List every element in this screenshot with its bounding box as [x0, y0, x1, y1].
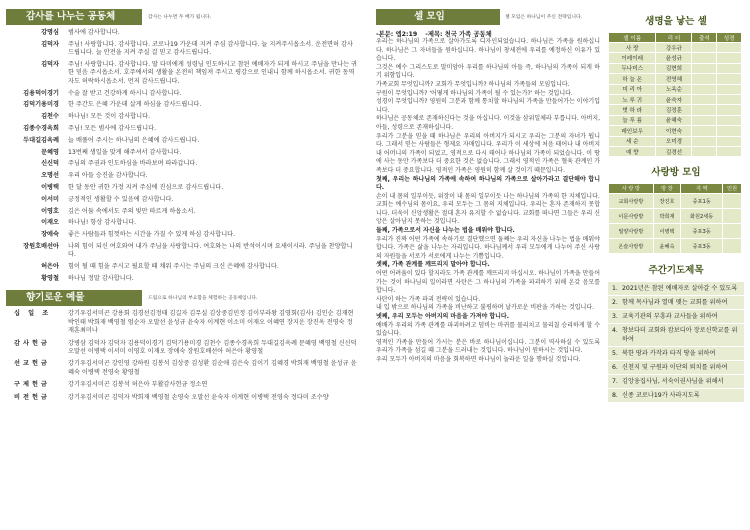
house-table-row	[609, 224, 742, 239]
cell-meeting-title: 셀 모임	[376, 9, 500, 25]
cell-table-cell: 윤숙자	[656, 94, 692, 104]
cell-table-cell: 김현희	[656, 63, 692, 73]
prayer-number: 8.	[612, 392, 618, 400]
thanks-list	[6, 29, 358, 283]
thanks-name: 두대길김옥례	[23, 136, 59, 144]
thanks-name: 김용덕이경기	[23, 89, 59, 97]
cell-table-cell: 하 늘 온	[609, 74, 656, 84]
offering-names: 강기우김서미곤 강용회 김경선김정태 김길자 김무실 김상중김민정 김이부라왕 김영회(김사) 김인순 김재현 박인태 박희재 백영철 엄순자 오말선 윤성규 윤숙자 이계현 이소미 이재오 이혜연 장지운 장진옥 전영숙 정재훈최미나	[68, 310, 354, 335]
offering-row	[6, 310, 358, 335]
thanks-text: 주님! 사랑합니다. 감사합니다. 코로나19 가운데 지켜 주심 감사합니다. 늘 지켜주시옵소서. 운전면허 감사드립니다. 늘 안전을 지켜 주실 걸 믿고 감사드립니다.	[68, 40, 353, 57]
prayer-item	[608, 296, 744, 310]
offering-type: 감사헌금	[14, 339, 50, 347]
offering-type: 십 일 조	[14, 310, 52, 318]
sermon-paragraph: 우리가 진짜 어떤 가족에 속하기로 결단했으면 둘째는 우리 자신을 나누는 법을 배워야 합니다. 가족은 삶을 나누는 자리입니다. 하나님께서 우리 모두에게 나누어 주신 사랑의 자원들을 서로가 서로에게 나누는 기쁨입니다.	[376, 235, 600, 260]
cell-table-cell	[717, 146, 742, 156]
thanks-text: 깊은 어둠 속에서도 주의 빛만 따르게 하옵소서.	[68, 207, 196, 215]
house-table-cell: 윤혜숙	[653, 239, 681, 254]
offering-type: 선교헌금	[14, 360, 50, 368]
sermon-paragraph: 교회는 예수님의 몸이요, 우리 모두는 그 몸의 지체입니다. 우리는 혼자 존재하지 못합니다. 더욱이 신앙생활은 절대 혼자 유지할 수 없습니다. 교회를 떠나면 그들은 우리 신앙은 살아남지 못하는 것입니다.	[376, 201, 600, 226]
house-table-cell: 이병택	[653, 224, 681, 239]
house-table-cell: 장진호	[653, 194, 681, 209]
sermon-passage: -본문: 엡2:19	[376, 31, 418, 38]
offering-type: 구제헌금	[14, 381, 50, 389]
thanks-title: 감사를 나누는 공동체	[6, 9, 142, 25]
prayer-number: 2.	[612, 299, 618, 307]
thanks-row	[6, 196, 358, 204]
cell-table-cell	[692, 115, 717, 125]
prayer-title: 주간기도제목	[648, 265, 704, 277]
cell-table-header: 출석	[692, 33, 717, 43]
cell-leaders-table	[608, 32, 742, 157]
cell-table-row	[609, 115, 742, 125]
house-table-cell: 밀양사랑방	[609, 224, 654, 239]
thanks-name: 강명심	[41, 29, 59, 36]
prayer-item	[608, 310, 744, 324]
thanks-text: 나의 힘이 되신 여호와여 내가 주님을 사랑합니다. 여호와는 나의 반석이시며 요새이시라. 주님을 찬양합니다.	[68, 242, 353, 259]
prayer-text: 교육기관의 부흥과 교사들을 위하여	[622, 313, 718, 321]
thanks-name: 문혜영	[41, 148, 59, 156]
thanks-row	[6, 41, 358, 58]
house-table-cell: 중포1동	[681, 194, 723, 209]
thanks-name: 신신덕	[41, 160, 59, 168]
cell-table-row	[609, 126, 742, 136]
sermon-paragraph: 우리는 하나님의 가족으로 살아가도록 디자인되었습니다. 하나님은 가족을 원하십니다. 하나님은 그 자녀들을 원하십니다. 하나님이 창세전에 우리를 예정하신 이유가 있습니다.	[376, 38, 600, 63]
sermon-paragraph: 성경이 무엇입니까? 영원히 그분과 함께 통치할 하나님의 가족을 만들어가는 이야기입니다.	[376, 98, 600, 114]
prayer-item	[608, 347, 744, 361]
thanks-text: 수술 잘 받고 건강하게 하시니 감사합니다.	[68, 89, 182, 97]
thanks-name: 김덕자	[41, 61, 59, 68]
thanks-row	[6, 125, 358, 133]
cell-table-row	[609, 136, 742, 146]
cell-table-cell: 미 리 아	[609, 84, 656, 94]
house-table-cell: 중포3동	[681, 239, 723, 254]
house-table-row	[609, 239, 742, 254]
thanks-name: 장애숙	[41, 231, 59, 239]
thanks-text: 한 달 동안 귀한 가정 지켜 주심에 진심으로 감사드립니다.	[68, 183, 224, 191]
offering-header	[6, 289, 358, 306]
cell-table-cell	[692, 136, 717, 146]
thanks-text: 긍정적인 생활할 수 있음에 감사합니다.	[68, 195, 174, 203]
sermon-paragraph: 손이 내 몸의 일부이듯, 위장이 내 몸의 일부이듯 나는 하나님의 가족의 한 지체입니다.	[376, 192, 600, 200]
cell-table-header: 셀 이름	[609, 33, 656, 43]
cell-table-cell: 두나미스	[609, 63, 656, 73]
prayer-item	[608, 324, 744, 347]
thanks-row	[6, 101, 358, 109]
house-table-cell: 박희재	[653, 209, 681, 224]
cell-table-cell: 전영혜	[656, 74, 692, 84]
house-table-cell	[723, 209, 742, 224]
offering-list	[6, 310, 358, 402]
thanks-header	[6, 8, 358, 25]
offering-names: 강기우김서미곤 김덕자 박희재 백영철 손영숙 오말선 윤숙자 이계현 이병택 전영숙 정다미 조수양	[68, 393, 329, 401]
house-table-cell: 화원2세동	[681, 209, 723, 224]
offering-names: 강기우김서미곤 김봉석 허은아 부활감사헌금 정소연	[68, 381, 208, 389]
thanks-text: 힘이 될 때 힘을 주시고 필요할 때 채워 주시는 주님의 크신 은혜에 감사합니다.	[68, 263, 279, 271]
left-column	[6, 8, 358, 402]
cell-table-cell: 김정훈	[656, 105, 692, 115]
thanks-row	[6, 219, 358, 227]
thanks-row	[6, 61, 358, 86]
sermon-point: 셋째, 가족 관계를 깨뜨리지 말아야 합니다.	[376, 261, 490, 269]
thanks-row	[6, 275, 358, 283]
sermon-paragraph: 내 입 밖으로 하나님의 가족을 비난하고 불평하며 날카로운 비판을 가하는 것입니다.	[376, 304, 595, 312]
thanks-text: 주님! 모든 범사에 감사드립니다.	[68, 125, 157, 132]
offering-note: 드림으로 하나님의 부요함을 체험하는 공동체입니다.	[148, 296, 258, 302]
cell-table-cell: 이현숙	[656, 126, 692, 136]
prayer-text: 북한 땅과 카작과 타직 땅을 위하여	[622, 350, 716, 358]
cell-table-cell: 노옥순	[656, 84, 692, 94]
cell-table-row	[609, 63, 742, 73]
prayer-item	[608, 375, 744, 389]
thanks-text: 우리 아들 승진을 감사합니다.	[68, 172, 148, 180]
thanks-text: 13번째 생일을 맞게 해주셔서 감사합니다.	[68, 148, 182, 156]
house-meeting-table	[608, 183, 742, 254]
cell-table-cell	[692, 94, 717, 104]
sermon-point: 넷째, 우리 모두는 아버지의 마음을 가져야 합니다.	[376, 313, 510, 320]
cell-table-cell	[717, 84, 742, 94]
cell-table-row	[609, 53, 742, 63]
prayer-text: 신종 코로나19가 사라지도록	[622, 392, 700, 400]
thanks-row	[6, 137, 358, 145]
cell-table-cell	[717, 63, 742, 73]
cell-leaders-title: 생명을 낳는 셀	[645, 16, 707, 27]
cell-table-header: 리 더	[656, 33, 692, 43]
prayer-text: 창보다더 교회와 캄보디아 장로신학교를 위하여	[622, 327, 738, 344]
house-table-header: 방 장	[653, 184, 681, 194]
thanks-name: 이재오	[41, 219, 59, 227]
cell-table-cell	[717, 105, 742, 115]
house-table-cell: 온슬사랑방	[609, 239, 654, 254]
house-table-cell: 교회사랑방	[609, 194, 654, 209]
cell-table-cell	[717, 43, 742, 53]
cell-table-cell	[692, 84, 717, 94]
thanks-name: 오명선	[41, 172, 59, 180]
thanks-name: 허은아	[41, 263, 59, 271]
thanks-row	[6, 113, 358, 121]
cell-meeting-header	[376, 8, 600, 25]
thanks-name: 장원호배선아	[23, 242, 59, 250]
house-table-header: 지 역	[681, 184, 723, 194]
sermon-paragraph: 구원이 무엇입니까? '어떻게 하나님의 가족이 될 수 있는가?' 하는 것입니다.	[376, 89, 573, 97]
cell-table-cell: 강우규	[656, 43, 692, 53]
house-table-cell	[723, 194, 742, 209]
prayer-number: 1.	[612, 285, 618, 293]
prayer-number: 4.	[612, 327, 618, 335]
cell-table-cell: 오미경	[656, 136, 692, 146]
house-meeting-title: 사랑방 모임	[651, 167, 701, 179]
cell-table-cell	[717, 136, 742, 146]
sermon-point: 둘째, 가족으로서 자신을 나누는 법을 배워야 합니다.	[376, 227, 515, 235]
sermon-paragraph: 우리가 그분을 믿을 때 하나님은 우리의 아버지가 되시고 우리는 그분의 자녀가 됩니다. 그래서 믿는 사람들은 형제요 자매입니다. 우리가 이 세상에 처음 태어나 내 아버지 내 어머니의 가족이 되었고, 영적으로 다시 태어나 하나님의 가족이 되었습니다. 이 땅에 사는 동안 가족보다 더 중요한 것은 없습니다. 그래서 영적인 가족은 혈육 관계인 가족보다 더 중요합니다. 영적인 가족은 영원히 함께 살 것이기 때문입니다.	[376, 132, 600, 174]
house-table-cell	[723, 239, 742, 254]
thanks-row	[6, 160, 358, 168]
cell-table-cell: 벗 하 라	[609, 105, 656, 115]
cell-table-cell	[692, 43, 717, 53]
cell-table-cell: 레인보우	[609, 126, 656, 136]
sermon-paragraph: 가족교회 무엇입니까? 교회가 무엇입니까? 하나님의 가족들의 모임입니다.	[376, 80, 570, 88]
cell-table-cell	[692, 53, 717, 63]
thanks-row	[6, 90, 358, 98]
thanks-name: 이영호	[41, 207, 59, 215]
offering-row	[6, 340, 358, 357]
cell-table-row	[609, 94, 742, 104]
cell-table-cell: 이레이래	[609, 53, 656, 63]
thanks-row	[6, 149, 358, 157]
thanks-note: 감사는 나누면 두 배가 됩니다.	[148, 15, 212, 20]
right-column	[608, 8, 744, 403]
cell-table-header: 성경	[717, 33, 742, 43]
thanks-name: 이서미	[41, 195, 59, 203]
thanks-text: 좋은 사람들과 힘껏하는 시간을 가질 수 있게 하심 감사합니다.	[68, 231, 236, 239]
thanks-name: 김천수	[41, 113, 59, 121]
offering-names: 강병삼 김덕자 김덕자 김용덕이경기 김덕기용미경 김천수 김종수경옥희 두대길김옥례 문혜영 백영철 신신덕 오말선 이병택 이서미 이영호 이재오 장애숙 장원호배선아 허은아 황영철	[68, 339, 357, 355]
thanks-text: 주님의 주권과 인도하심을 바라보며 따라갑니다.	[68, 160, 198, 168]
sermon-paragraph: 하나님은 공동체로 존재하신다는 것을 아십니다. 이것을 삼위일체라 부릅니다. 아버지, 아들, 성령으로 존재하십니다.	[376, 115, 600, 131]
thanks-text: 늘 배풀어 주시는 하나님의 은혜에 감사드립니다.	[68, 136, 200, 144]
thanks-text: 하나님! 모든 것이 감사합니다.	[68, 113, 151, 121]
cell-table-cell: 사 랑	[609, 43, 656, 53]
thanks-text: 하나님! 항상 감사합니다.	[68, 219, 137, 227]
offering-title: 향기로운 예물	[6, 290, 142, 306]
cell-table-row	[609, 105, 742, 115]
thanks-row	[6, 29, 358, 37]
sermon-paragraph: 그것은 예수 그리스도로 말미암아 우리를 하나님의 아들 즉, 하나님의 가족이 되게 하기 위함입니다.	[376, 63, 600, 80]
thanks-name: 김종수경옥희	[23, 125, 59, 132]
prayer-number: 5.	[612, 350, 618, 358]
sermon-point: 첫째, 우리는 하나님의 가족에 속하여 하나님의 가족으로 살아가라고 결단해야 합니다.	[376, 175, 600, 192]
cell-table-row	[609, 84, 742, 94]
cell-table-cell: 예 향	[609, 146, 656, 156]
thanks-row	[6, 231, 358, 239]
prayer-list	[608, 282, 744, 403]
cell-table-cell	[692, 126, 717, 136]
thanks-name: 황영철	[41, 274, 59, 282]
cell-table-cell: 늘 푸 름	[609, 115, 656, 125]
house-table-cell: 이문사랑방	[609, 209, 654, 224]
thanks-row	[6, 208, 358, 216]
cell-table-cell	[717, 53, 742, 63]
offering-row	[6, 381, 358, 389]
prayer-text: 2021년은 참된 예배자로 살아갈 수 있도록	[622, 285, 738, 293]
cell-table-cell: 김경선	[656, 146, 692, 156]
cell-table-row	[609, 74, 742, 84]
cell-table-cell	[692, 74, 717, 84]
offering-row	[6, 360, 358, 377]
thanks-row	[6, 184, 358, 192]
prayer-number: 6.	[612, 364, 618, 372]
cell-table-cell	[692, 146, 717, 156]
cell-table-row	[609, 43, 742, 53]
thanks-row	[6, 243, 358, 260]
sermon-paragraph: 사탄이 하는 가족 파괴 전략이 있습니다.	[376, 295, 481, 303]
thanks-row	[6, 172, 358, 180]
cell-table-cell	[717, 74, 742, 84]
offering-row	[6, 394, 358, 402]
thanks-name: 이병택	[41, 183, 59, 191]
prayer-number: 7.	[612, 378, 618, 386]
house-table-row	[609, 194, 742, 209]
house-table-cell	[723, 224, 742, 239]
cell-table-cell	[717, 126, 742, 136]
cell-table-cell	[692, 63, 717, 73]
cell-meeting-note: 셀 모임은 하나님이 주신 전략입니다.	[505, 15, 583, 20]
house-table-header: 인원	[723, 184, 742, 194]
middle-column	[376, 8, 600, 365]
thanks-name: 김덕기용미경	[23, 101, 59, 109]
prayer-text: 김앙웅집사님, 서숙이권사님을 위해서	[622, 378, 724, 386]
cell-table-cell: 윤혜숙	[656, 115, 692, 125]
sermon-info	[376, 29, 600, 38]
thanks-text: 주님! 사랑합니다. 감사합니다. 딸 다미에게 성령님 인도하시고 참된 예배자가 되게 하시고 주님을 만나는 귀한 믿음 주시옵소서. 호주에서의 생활을 온전히 책임져 주시고 평강으로 인내니 함께 하시옵소서. 귀한 동역자도 허락하시옵소서. 먼저 감사드립니다.	[68, 61, 357, 85]
sermon-paragraph: 예배가 우리의 가족 관계를 파괴하려고 덤비는 마귀를 물리치고 물리칠 승리하게 할 수 있습니다.	[376, 321, 600, 338]
house-table-row	[609, 209, 742, 224]
cell-table-cell: 세 순	[609, 136, 656, 146]
cell-table-row	[609, 146, 742, 156]
thanks-text: 범사에 감사합니다.	[68, 29, 120, 36]
cell-table-cell: 윤성규	[656, 53, 692, 63]
prayer-item	[608, 389, 744, 403]
sermon-paragraph: 어떤 어려움이 있다 할지라도 가족 관계를 깨뜨리지 마십시오. 하나님이 가족을 만들어 가는 것이 하나님의 일이라면 사탄은 그 하나님의 가족을 파괴하기 위해 온갖 음모를 합니다.	[376, 270, 600, 295]
cell-meeting-body	[376, 38, 600, 365]
offering-type: 비전헌금	[14, 393, 50, 401]
house-table-header: 사 랑 방	[609, 184, 654, 194]
thanks-row	[6, 263, 358, 271]
prayer-text: 함께 목사님과 열매 맺는 교회를 위하여	[622, 299, 728, 307]
prayer-item	[608, 282, 744, 296]
house-table-cell: 중포3동	[681, 224, 723, 239]
sermon-title: -제목: 천국 가족 공동체	[425, 31, 492, 38]
prayer-text: 신천지 및 구원파 이단의 퇴치를 위하여	[622, 364, 728, 372]
cell-table-cell: 노 루 귀	[609, 94, 656, 104]
sermon-paragraph: 영적인 가족을 만들어 가시는 분은 바로 하나님이십니다. 그분이 역사하실 수 있도록 우리가 가족을 섬길 때 그분을 드러내는 것입니다. 하나님이 원하시는 것입니다.	[376, 338, 600, 355]
thanks-text: 한 주간도 은혜 가운데 살게 하심을 감사드립니다.	[68, 101, 202, 109]
prayer-number: 3.	[612, 313, 618, 321]
cell-table-cell	[717, 115, 742, 125]
offering-names: 강기우김서미곤 강인영 강하원 김봉석 김상중 김성환 김순애 김은숙 김이기 김혜경 박희재 백영철 윤성규 윤혜숙 이병택 전영숙 황영철	[68, 360, 357, 376]
prayer-item	[608, 361, 744, 375]
cell-table-cell	[692, 105, 717, 115]
sermon-paragraph: 우리 모두가 아버지의 마음을 회복하면 하나님이 놀라운 일을 행하실 것입니다.	[376, 355, 581, 363]
thanks-name: 김덕자	[41, 40, 59, 48]
cell-table-cell	[717, 94, 742, 104]
thanks-text: 하나님 정말 감사합니다.	[68, 274, 134, 282]
